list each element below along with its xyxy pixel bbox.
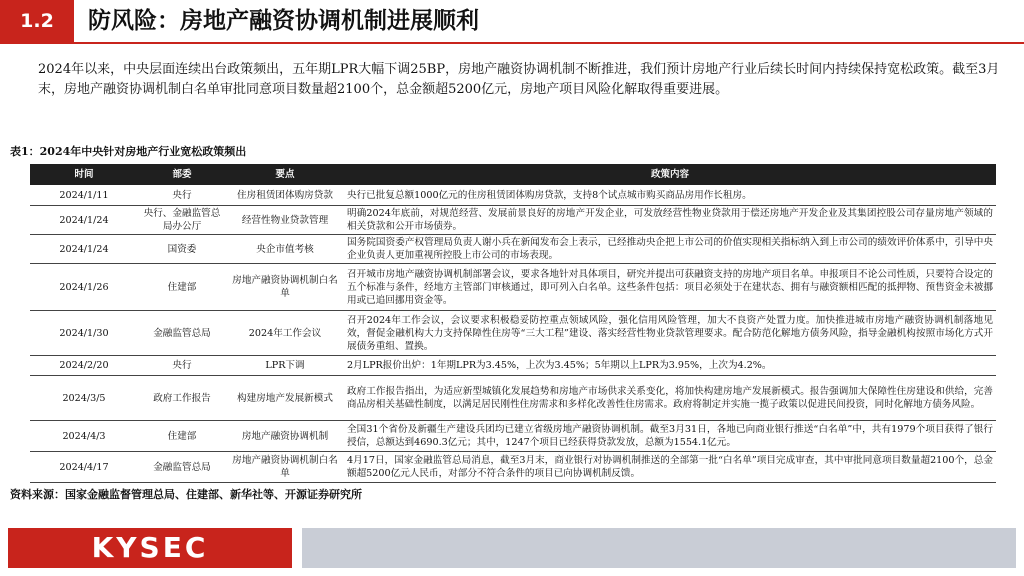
table-row (30, 356, 996, 376)
cell-date: 2024/4/3 (30, 421, 138, 452)
cell-dept: 央行 (138, 185, 226, 206)
cell-dept: 住建部 (138, 264, 226, 311)
cell-key: 住房租赁团体购房贷款 (226, 185, 344, 206)
source-note: 资料来源：国家金融监督管理总局、住建部、新华社等、开源证券研究所 (10, 488, 362, 501)
cell-key: LPR下调 (226, 356, 344, 376)
cell-dept: 央行 (138, 356, 226, 376)
table-header-row (30, 164, 996, 185)
cell-dept: 金融监管总局 (138, 311, 226, 356)
kysec-logo: KYSEC (8, 528, 292, 568)
table-row (30, 311, 996, 356)
cell-content: 明确2024年底前，对规范经营、发展前景良好的房地产开发企业，可发放经营性物业贷款用于偿还房地产开发企业及其集团控股公司存量房地产领域的相关贷款和公开市场债券。 (344, 206, 996, 235)
cell-date: 2024/1/26 (30, 264, 138, 311)
header-divider (0, 42, 1024, 44)
slide-footer (0, 524, 1024, 576)
column-header-date: 时间 (30, 164, 138, 185)
cell-content: 召开2024年工作会议，会议要求积极稳妥防控重点领域风险，强化信用风险管理，加大不良资产处置力度。加快推进城市房地产融资协调机制落地见效，督促金融机构大力支持保障性住房等“三大工程”建设、落实经营性物业贷款管理要求。配合防范化解地方债务风险，指导金融机构按照市场化方式开展债务重组、置换。 (344, 311, 996, 356)
cell-dept: 金融监管总局 (138, 452, 226, 483)
cell-date: 2024/1/30 (30, 311, 138, 356)
cell-key: 经营性物业贷款管理 (226, 206, 344, 235)
cell-key: 房地产融资协调机制白名单 (226, 452, 344, 483)
slide-header (0, 0, 1024, 44)
cell-date: 2024/4/17 (30, 452, 138, 483)
intro-paragraph: 2024年以来，中央层面连续出台政策频出，五年期LPR大幅下调25BP，房地产融资协调机制不断推进，我们预计房地产行业后续长时间内持续保持宽松政策。截至3月末，房地产融资协调机制白名单审批同意项目数量超2100个，总金额超5200亿元，房地产项目风险化解取得重要进展。 (38, 62, 1000, 97)
cell-date: 2024/3/5 (30, 376, 138, 421)
cell-dept: 住建部 (138, 421, 226, 452)
policy-table (30, 164, 996, 483)
table-row (30, 376, 996, 421)
cell-content: 国务院国资委产权管理局负责人谢小兵在新闻发布会上表示，已经推动央企把上市公司的价值实现相关指标纳入到上市公司的绩效评价体系中，引导中央企业负责人更加重视所控股上市公司的市场表现。 (344, 235, 996, 264)
cell-date: 2024/1/24 (30, 206, 138, 235)
table-row (30, 452, 996, 483)
cell-key: 构建房地产发展新模式 (226, 376, 344, 421)
column-header-key: 要点 (226, 164, 344, 185)
cell-date: 2024/1/24 (30, 235, 138, 264)
cell-content: 政府工作报告指出，为适应新型城镇化发展趋势和房地产市场供求关系变化，将加快构建房地产发展新模式。报告强调加大保障性住房建设和供给，完善商品房相关基础性制度，以满足居民刚性住房需求和多样化改善性住房需求。政府将制定并实施一揽子政策以促进民间投资，同时化解地方债务风险。 (344, 376, 996, 421)
cell-key: 房地产融资协调机制白名单 (226, 264, 344, 311)
table-row (30, 421, 996, 452)
cell-key: 2024年工作会议 (226, 311, 344, 356)
cell-content: 2月LPR报价出炉：1年期LPR为3.45%，上次为3.45%；5年期以上LPR为3.95%，上次为4.2%。 (344, 356, 996, 376)
cell-key: 央企市值考核 (226, 235, 344, 264)
section-number: 1.2 (0, 0, 74, 42)
cell-dept: 政府工作报告 (138, 376, 226, 421)
cell-dept: 央行、金融监管总局办公厅 (138, 206, 226, 235)
cell-date: 2024/2/20 (30, 356, 138, 376)
column-header-content: 政策内容 (344, 164, 996, 185)
cell-content: 央行已批复总额1000亿元的住房租赁团体购房贷款，支持8个试点城市购买商品房用作长租房。 (344, 185, 996, 206)
cell-content: 召开城市房地产融资协调机制部署会议，要求各地针对具体项目，研究并提出可获融资支持的房地产项目名单。申报项目不论公司性质，只要符合设定的五个标准与条件，经地方主管部门审核通过，即可列入白名单。这些条件包括：项目必须处于在建状态、拥有与融资额相匹配的抵押物、预售资金未被挪用或已追回挪用资金等。 (344, 264, 996, 311)
cell-dept: 国资委 (138, 235, 226, 264)
cell-content: 4月17日，国家金融监管总局消息，截至3月末，商业银行对协调机制推送的全部第一批“白名单”项目完成审查，其中审批同意项目数量超2100个，总金额超5200亿元人民币，对部分不符合条件的项目已向协调机制反馈。 (344, 452, 996, 483)
table-row (30, 264, 996, 311)
footer-bar (302, 528, 1016, 568)
table-row (30, 185, 996, 206)
table-caption: 表1：2024年中央针对房地产行业宽松政策频出 (10, 145, 247, 158)
slide-title: 防风险：房地产融资协调机制进展顺利 (88, 7, 479, 34)
cell-key: 房地产融资协调机制 (226, 421, 344, 452)
cell-content: 全国31个省份及新疆生产建设兵团均已建立省级房地产融资协调机制。截至3月31日，各地已向商业银行推送“白名单”中，共有1979个项目获得了银行授信，总额达到4690.3亿元；其中，1247个项目已经获得贷款发放，总额为1554.1亿元。 (344, 421, 996, 452)
cell-date: 2024/1/11 (30, 185, 138, 206)
column-header-dept: 部委 (138, 164, 226, 185)
table-row (30, 235, 996, 264)
table-row (30, 206, 996, 235)
